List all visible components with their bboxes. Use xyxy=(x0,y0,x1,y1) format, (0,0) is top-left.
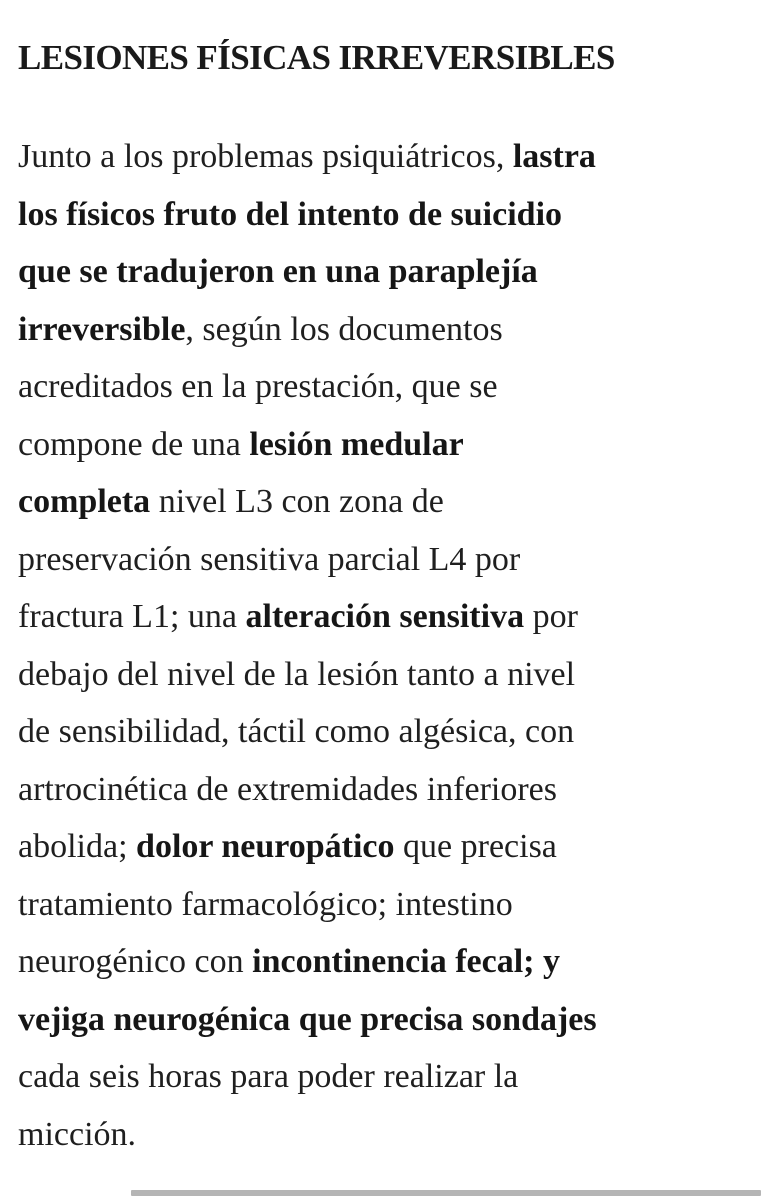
bold-text-run: lesión medular xyxy=(249,425,464,463)
bold-text-run: irreversible xyxy=(18,310,186,348)
paragraph-line xyxy=(18,358,768,416)
paragraph-line xyxy=(18,473,768,531)
paragraph-line xyxy=(18,818,768,876)
bold-text-run: los físicos fruto del intento de suicidio xyxy=(18,195,563,233)
text-run: por xyxy=(524,598,578,635)
bold-text-run: lastra xyxy=(512,138,596,175)
paragraph-line xyxy=(18,1048,768,1106)
text-run: preservación sensitiva parcial L4 por xyxy=(18,540,521,578)
paragraph-line xyxy=(18,761,768,819)
paragraph-line xyxy=(18,876,768,934)
text-run: debajo del nivel de la lesión tanto a nivel xyxy=(18,655,576,693)
text-run: cada seis horas para poder realizar la xyxy=(18,1058,519,1095)
text-run: fractura L1; una xyxy=(18,598,246,635)
text-run: Junto a los problemas psiquiátricos, xyxy=(18,138,513,175)
text-run: compone de una xyxy=(18,425,250,463)
text-run: artrocinética de extremidades inferiores xyxy=(18,770,558,808)
text-run: nivel L3 con zona de xyxy=(150,483,444,520)
paragraph-line xyxy=(18,416,768,474)
text-run: , según los documentos xyxy=(185,310,503,348)
bold-text-run: vejiga neurogénica que precisa sondajes xyxy=(18,1000,597,1038)
bold-text-run: dolor neuropático xyxy=(136,828,395,865)
paragraph-line xyxy=(18,703,768,761)
text-run: micción. xyxy=(18,1115,137,1153)
paragraph-line xyxy=(18,186,768,244)
text-run: que precisa xyxy=(394,828,557,865)
paragraph-line xyxy=(18,128,768,186)
text-run: abolida; xyxy=(18,828,137,865)
paragraph-line xyxy=(18,991,768,1049)
paragraph-line xyxy=(18,301,768,359)
paragraph-line xyxy=(18,933,768,991)
paragraph-line xyxy=(18,646,768,704)
paragraph-line xyxy=(18,243,768,301)
text-run: tratamiento farmacológico; intestino xyxy=(18,885,513,923)
text-run: de sensibilidad, táctil como algésica, con xyxy=(18,713,575,750)
bold-text-run: completa xyxy=(18,483,151,520)
paragraph-line xyxy=(18,1106,768,1164)
bold-text-run: incontinencia fecal; y xyxy=(252,943,560,980)
paragraph-line xyxy=(18,531,768,589)
horizontal-scroll-indicator[interactable] xyxy=(131,1190,761,1196)
text-run: neurogénico con xyxy=(18,943,253,980)
text-run: acreditados en la prestación, que se xyxy=(18,368,498,405)
bold-text-run: alteración sensitiva xyxy=(245,598,525,635)
article-paragraph xyxy=(18,128,768,1163)
bold-text-run: que se tradujeron en una paraplejía xyxy=(18,253,538,290)
section-heading: LESIONES FÍSICAS IRREVERSIBLES xyxy=(18,38,615,77)
paragraph-line xyxy=(18,588,768,646)
